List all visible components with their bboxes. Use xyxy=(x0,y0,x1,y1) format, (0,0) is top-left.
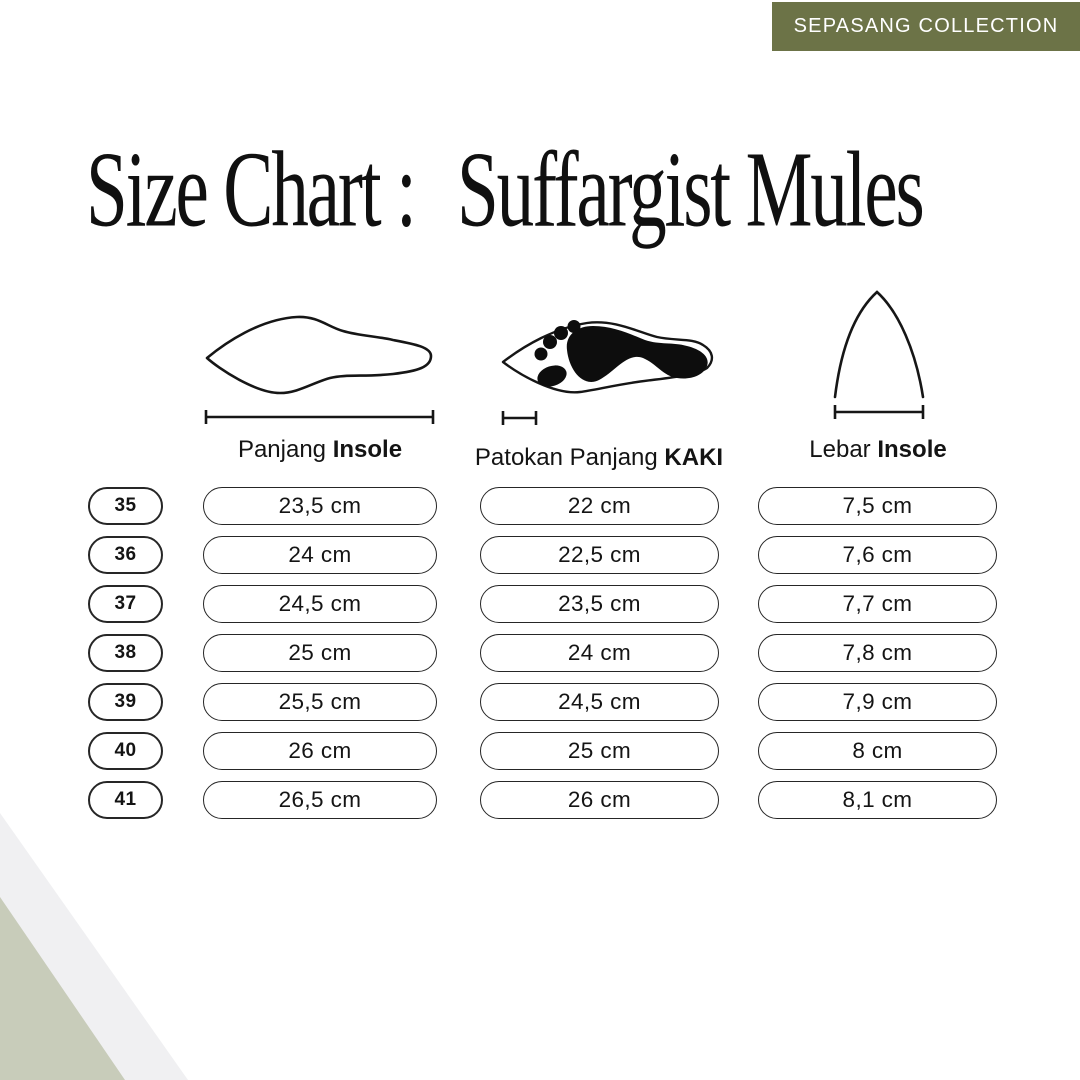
value-cell: 24 cm xyxy=(203,536,437,574)
value-cell: 25 cm xyxy=(203,634,437,672)
table-row xyxy=(88,732,997,770)
header-label-regular: Panjang xyxy=(237,436,327,463)
value-cell: 24,5 cm xyxy=(203,585,437,623)
value-cell: 7,7 cm xyxy=(758,585,997,623)
size-table xyxy=(88,487,997,830)
collection-badge: SEPASANG COLLECTION xyxy=(772,2,1080,51)
insole-length-icon xyxy=(200,303,440,431)
value-cell: 7,8 cm xyxy=(758,634,997,672)
value-cell: 25,5 cm xyxy=(203,683,437,721)
size-badge: 35 xyxy=(88,487,163,525)
foot-length-icon xyxy=(495,300,735,428)
value-cell: 25 cm xyxy=(480,732,719,770)
value-cell: 26 cm xyxy=(480,781,719,819)
size-badge: 36 xyxy=(88,536,163,574)
column-header-insole-length xyxy=(238,436,402,464)
size-badge: 39 xyxy=(88,683,163,721)
page-title xyxy=(86,128,923,252)
value-cell: 7,5 cm xyxy=(758,487,997,525)
table-row xyxy=(88,585,997,623)
title-product-name: Suffargist Mules xyxy=(457,130,923,250)
header-label-bold: Insole xyxy=(877,436,947,463)
header-label-bold: Insole xyxy=(332,436,403,463)
table-row xyxy=(88,536,997,574)
size-badge: 40 xyxy=(88,732,163,770)
insole-width-icon xyxy=(818,286,940,420)
size-badge: 37 xyxy=(88,585,163,623)
table-row xyxy=(88,781,997,819)
header-label-bold: KAKI xyxy=(664,444,724,471)
value-cell: 8 cm xyxy=(758,732,997,770)
header-label-regular: Patokan Panjang xyxy=(474,444,658,471)
value-cell: 7,6 cm xyxy=(758,536,997,574)
value-cell: 26 cm xyxy=(203,732,437,770)
value-cell: 22 cm xyxy=(480,487,719,525)
table-row xyxy=(88,683,997,721)
table-row xyxy=(88,634,997,672)
value-cell: 7,9 cm xyxy=(758,683,997,721)
title-size-chart: Size Chart : xyxy=(86,130,415,250)
value-cell: 24 cm xyxy=(480,634,719,672)
value-cell: 22,5 cm xyxy=(480,536,719,574)
column-header-foot-length xyxy=(475,444,723,472)
header-label-regular: Lebar xyxy=(809,436,871,463)
size-badge: 38 xyxy=(88,634,163,672)
column-header-insole-width xyxy=(809,436,946,464)
table-row xyxy=(88,487,997,525)
value-cell: 26,5 cm xyxy=(203,781,437,819)
value-cell: 23,5 cm xyxy=(480,585,719,623)
value-cell: 24,5 cm xyxy=(480,683,719,721)
value-cell: 23,5 cm xyxy=(203,487,437,525)
value-cell: 8,1 cm xyxy=(758,781,997,819)
size-badge: 41 xyxy=(88,781,163,819)
